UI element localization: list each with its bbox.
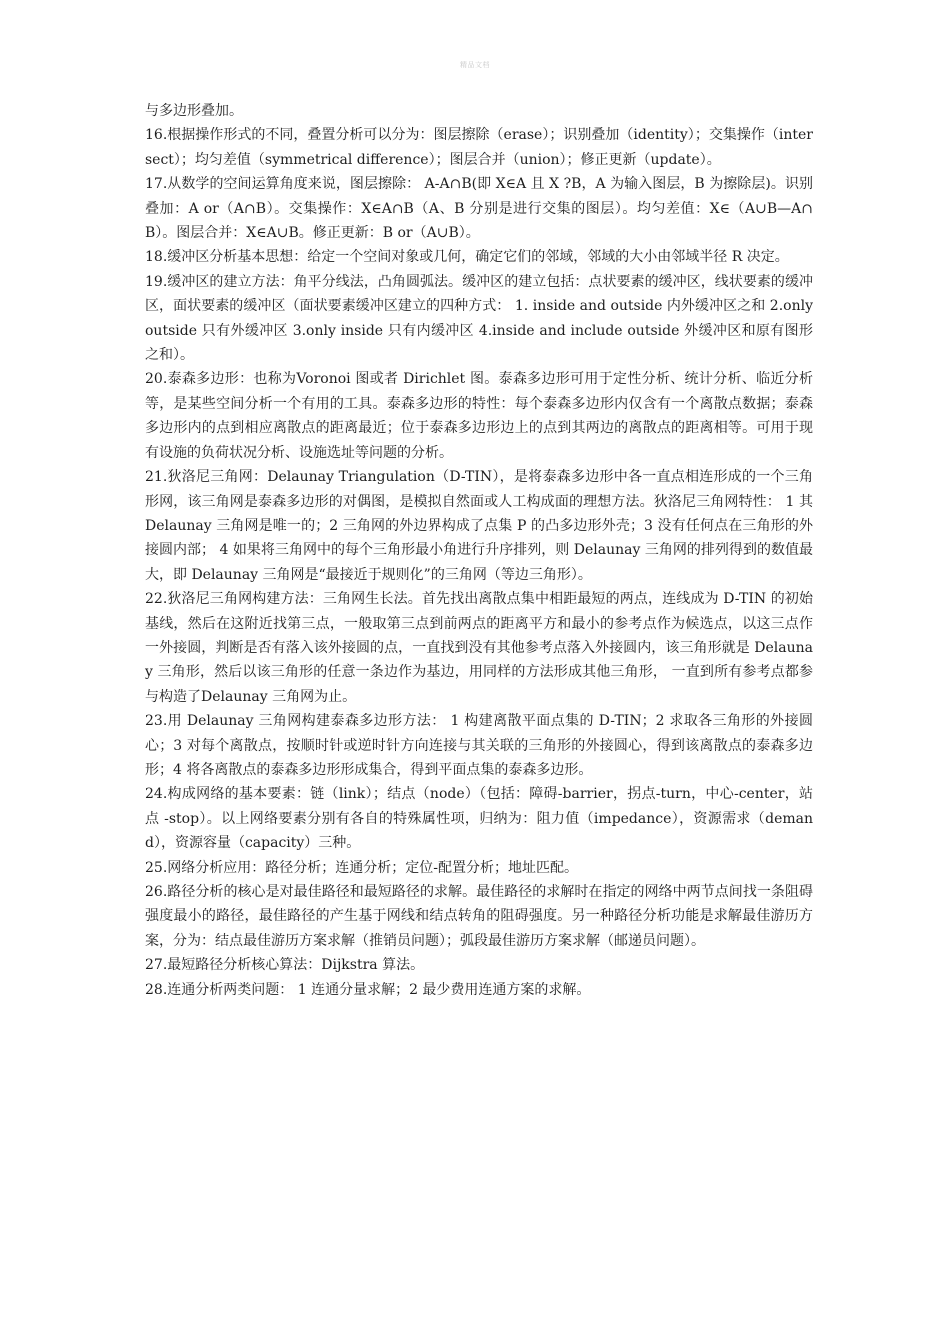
paragraph-26: 26.路径分析的核心是对最佳路径和最短路径的求解。最佳路径的求解时在指定的网络中两节点间找一条阻碍强度最小的路径，最佳路径的产生基于网线和结点转角的阻碍强度。另一种路径分析功能是求解最佳游历方案，分为：结点最佳游历方案求解（推销员问题）；弧段最佳游历方案求解（邮递员问题）。 (145, 884, 813, 949)
paragraph-27: 27.最短路径分析核心算法：Dijkstra 算法。 (145, 957, 425, 974)
paragraph-18: 18.缓冲区分析基本思想：给定一个空间对象或几何，确定它们的邻域，邻域的大小由邻域半径 R 决定。 (145, 249, 789, 266)
paragraph-continuation: 与多边形叠加。 (145, 103, 243, 119)
paragraph-25: 25.网络分析应用：路径分析；连通分析；定位-配置分析；地址匹配。 (145, 859, 578, 876)
paragraph-19: 19.缓冲区的建立方法：角平分线法，凸角圆弧法。缓冲区的建立包括：点状要素的缓冲区，线状要素的缓冲区，面状要素的缓冲区（面状要素缓冲区建立的四种方式： 1. inside and outside 内外缓冲区之和 2.only outside 只有外缓冲区 3.only inside 只有内缓冲区 4.inside and include outside 外缓冲区和原有图形之和）。 (145, 273, 813, 364)
paragraph-28: 28.连通分析两类问题： 1 连通分量求解；2 最少费用连通方案的求解。 (145, 981, 591, 998)
paragraph-21: 21.狄洛尼三角网：Delaunay Triangulation（D-TIN），是将泰森多边形中各一直点相连形成的一个三角形网，该三角网是泰森多边形的对偶图，是模拟自然面或人工构成面的理想方法。狄洛尼三角网特性： 1 其 Delaunay 三角网是唯一的；2 三角网的外边界构成了点集 P 的凸多边形外壳；3 没有任何点在三角形的外接圆内部； 4 如果将三角网中的每个三角形最小角进行升序排列，则 Delaunay 三角网的排列得到的数值最大，即 Delaunay 三角网是“最接近于规则化”的三角网（等边三角形）。 (145, 469, 813, 583)
paragraph-17: 17.从数学的空间运算角度来说，图层擦除： A-A∩B(即 X∈A 且 X ?B，A 为输入图层，B 为擦除层)。识别叠加：A or（A∩B）。交集操作：X∈A∩B（A、B 分别是进行交集的图层）。均匀差值：X∈（A∪B—A∩B）。图层合并：X∈A∪B。修正更新：B or（A∪B）。 (145, 176, 813, 242)
document-body (145, 99, 813, 1002)
header-watermark: 精品文档 (460, 61, 490, 69)
paragraph-22: 22.狄洛尼三角网构建方法：三角网生长法。首先找出离散点集中相距最短的两点，连线成为 D-TIN 的初始基线，然后在这附近找第三点，一般取第三点到前两点的距离平方和最小的参考点作为候选点，以这三点作一外接圆，判断是否有落入该外接圆的点，一直找到没有其他参考点落入外接圆内，该三角形就是 Delaunay 三角形，然后以该三角形的任意一条边作为基边，用同样的方法形成其他三角形， 一直到所有参考点都参与构造了Delaunay 三角网为止。 (145, 591, 813, 705)
paragraph-16: 16.根据操作形式的不同，叠置分析可以分为：图层擦除（erase）；识别叠加（identity）；交集操作（intersect）；均匀差值（symmetrical difference）；图层合并（union）；修正更新（update）。 (145, 127, 813, 168)
paragraph-23: 23.用 Delaunay 三角网构建泰森多边形方法： 1 构建离散平面点集的 D-TIN；2 求取各三角形的外接圆心；3 对每个离散点，按顺时针或逆时针方向连接与其关联的三角形的外接圆心，得到该离散点的泰森多边形；4 将各离散点的泰森多边形形成集合，得到平面点集的泰森多边形。 (145, 713, 813, 778)
paragraph-20: 20.泰森多边形：也称为Voronoi 图或者 Dirichlet 图。泰森多边形可用于定性分析、统计分析、临近分析等，是某些空间分析一个有用的工具。泰森多边形的特性：每个泰森多边形内仅含有一个离散点数据；泰森多边形内的点到相应离散点的距离最近；位于泰森多边形边上的点到其两边的离散点的距离相等。可用于现有设施的负荷状况分析、设施选址等问题的分析。 (145, 371, 813, 461)
paragraph-24: 24.构成网络的基本要素：链（link）；结点（node）（包括：障碍-barrier，拐点-turn，中心-center，站点 -stop）。以上网络要素分别有各自的特殊属性项，归纳为：阻力值（impedance），资源需求（demand），资源容量（capacity）三种。 (145, 786, 813, 852)
